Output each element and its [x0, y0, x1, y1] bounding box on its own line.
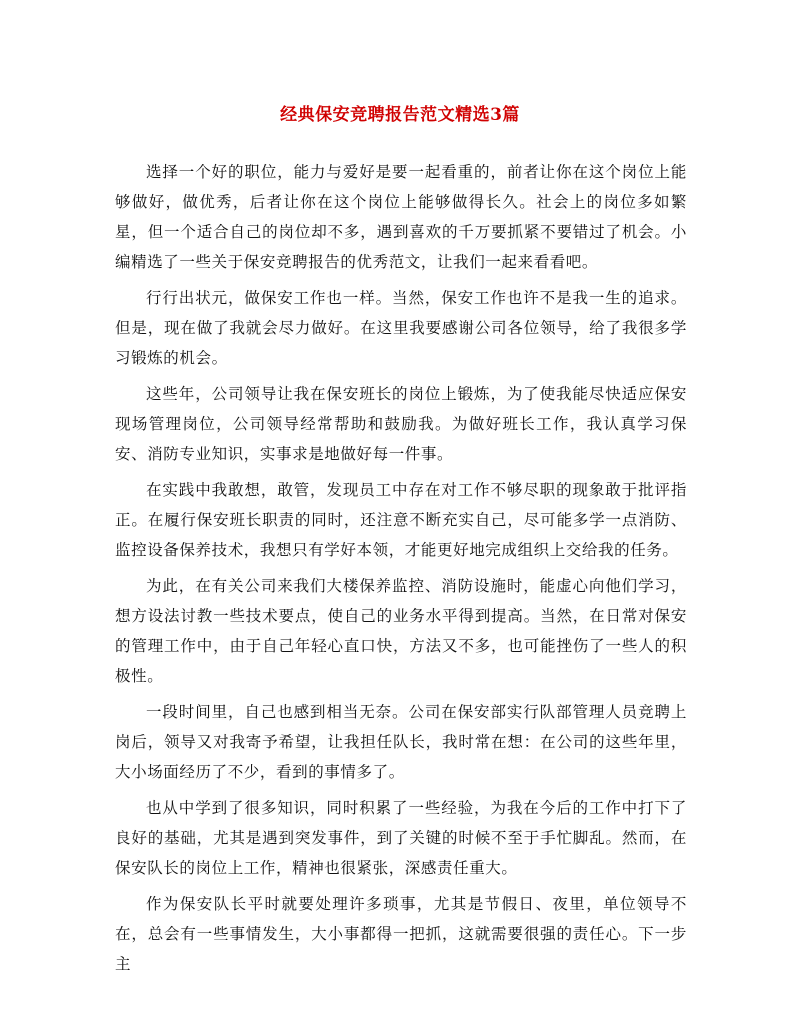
- paragraph-3: 这些年，公司领导让我在保安班长的岗位上锻炼，为了使我能尽快适应保安现场管理岗位，公司领导经常帮助和鼓励我。为做好班长工作，我认真学习保安、消防专业知识，实事求是地做好每一件事。: [115, 385, 687, 463]
- paragraph-1: 选择一个好的职位，能力与爱好是要一起看重的，前者让你在这个岗位上能够做好，做优秀，后者让你在这个岗位上能够做得长久。社会上的岗位多如繁星，但一个适合自己的岗位却不多，遇到喜欢的千万要抓紧不要错过了机会。小编精选了一些关于保安竞聘报告的优秀范文，让我们一起来看看吧。: [115, 163, 687, 271]
- paragraph-7: 也从中学到了很多知识，同时积累了一些经验，为我在今后的工作中打下了良好的基础，尤其是遇到突发事件，到了关键的时候不至于手忙脚乱。然而，在保安队长的岗位上工作，精神也很紧张，深感责任重大。: [115, 799, 687, 877]
- paragraph-6: 一段时间里，自己也感到相当无奈。公司在保安部实行队部管理人员竞聘上岗后，领导又对我寄予希望，让我担任队长，我时常在想：在公司的这些年里，大小场面经历了不少，看到的事情多了。: [115, 703, 687, 781]
- paragraph-2: 行行出状元，做保安工作也一样。当然，保安工作也许不是我一生的追求。但是，现在做了我就会尽力做好。在这里我要感谢公司各位领导，给了我很多学习锻炼的机会。: [115, 289, 687, 367]
- document-body: [115, 157, 687, 979]
- paragraph-5: 为此，在有关公司来我们大楼保养监控、消防设施时，能虚心向他们学习，想方设法讨教一些技术要点，使自己的业务水平得到提高。当然，在日常对保安的管理工作中，由于自己年轻心直口快，方法又不多，也可能挫伤了一些人的积极性。: [115, 577, 687, 685]
- document-title: 经典保安竞聘报告范文精选3篇: [280, 105, 520, 125]
- paragraph-4: 在实践中我敢想，敢管，发现员工中存在对工作不够尽职的现象敢于批评指正。在履行保安班长职责的同时，还注意不断充实自己，尽可能多学一点消防、监控设备保养技术，我想只有学好本领，才能更好地完成组织上交给我的任务。: [115, 481, 687, 559]
- paragraph-8: 作为保安队长平时就要处理许多琐事，尤其是节假日、夜里，单位领导不在，总会有一些事情发生，大小事都得一把抓，这就需要很强的责任心。下一步主: [115, 895, 687, 973]
